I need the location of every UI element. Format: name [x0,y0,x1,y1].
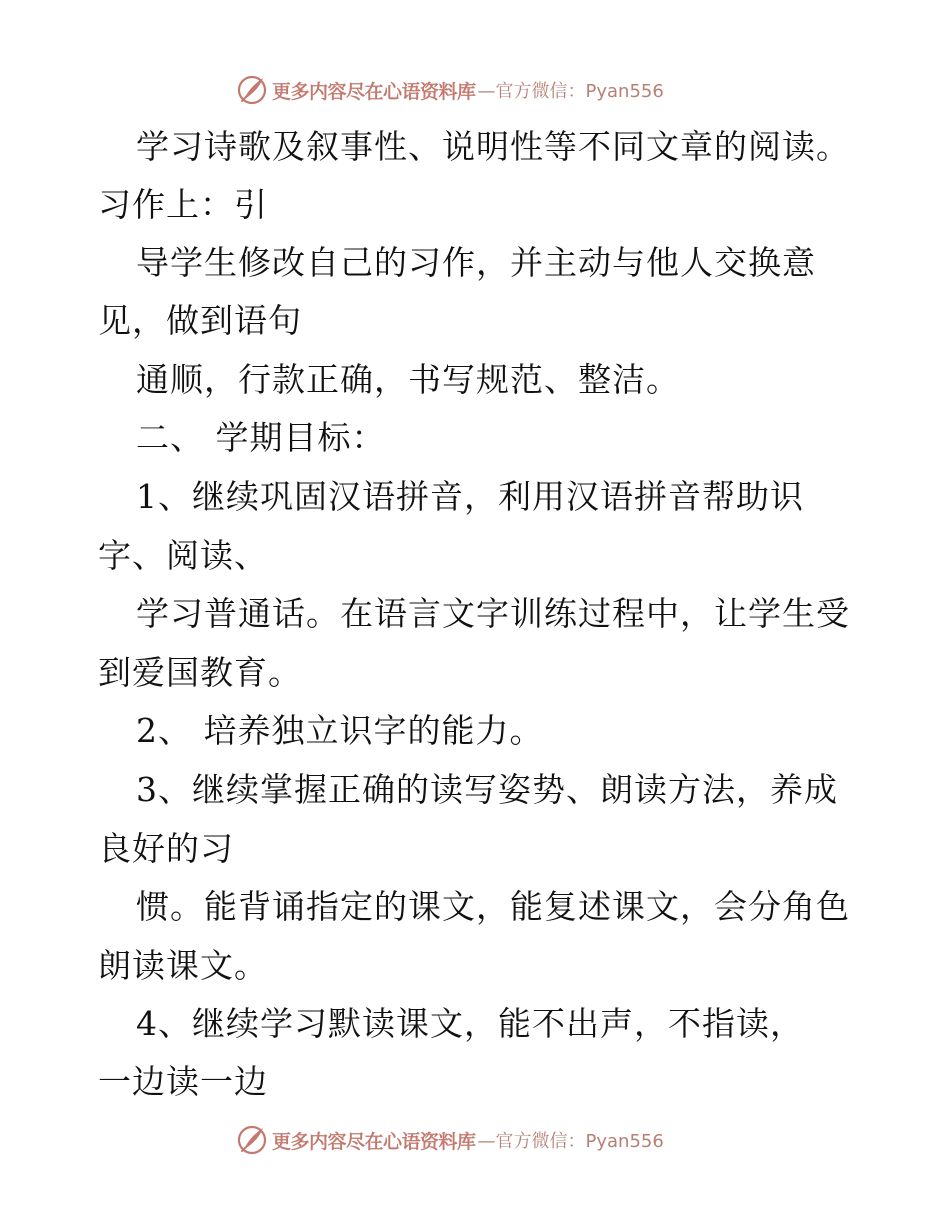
banner-wechat-text: —官方微信：Pyan556 [477,1131,664,1152]
text-line: 学习诗歌及叙事性、说明性等不同文章的阅读。 [136,127,850,166]
text-line: 良好的习 [98,829,234,868]
banner-wechat-text: —官方微信：Pyan556 [477,81,664,102]
text-line: 惯。能背诵指定的课文，能复述课文，会分角色 [136,887,850,926]
banner-main-text: 更多内容尽在心语资料库 [272,80,476,103]
text-line: 3、继续掌握正确的读写姿势、朗读方法，养成 [136,770,838,809]
header-banner [236,74,716,106]
footer-banner [236,1124,716,1156]
feather-pen-logo-icon [236,74,268,106]
banner-main-text: 更多内容尽在心语资料库 [272,1130,476,1153]
text-line: 4、继续学习默读课文，能不出声，不指读， [136,1004,804,1043]
text-line: 学习普通话。在语言文字训练过程中，让学生受 [136,594,850,633]
text-line: 1、继续巩固汉语拼音，利用汉语拼音帮助识 [136,477,804,516]
text-line: 导学生修改自己的习作，并主动与他人交换意 [136,243,816,282]
section-heading: 二、 学期目标： [136,418,386,457]
text-line: 见，做到语句 [98,301,302,340]
text-line: 一边读一边 [98,1062,268,1101]
text-line: 朗读课文。 [98,946,268,985]
text-line: 通顺，行款正确，书写规范、整洁。 [136,360,680,399]
text-line: 到爱国教育。 [98,653,302,692]
text-line: 2、 培养独立识字的能力。 [136,711,544,750]
feather-pen-logo-icon [236,1124,268,1156]
text-line: 字、阅读、 [98,536,268,575]
text-line: 习作上：引 [98,185,268,224]
